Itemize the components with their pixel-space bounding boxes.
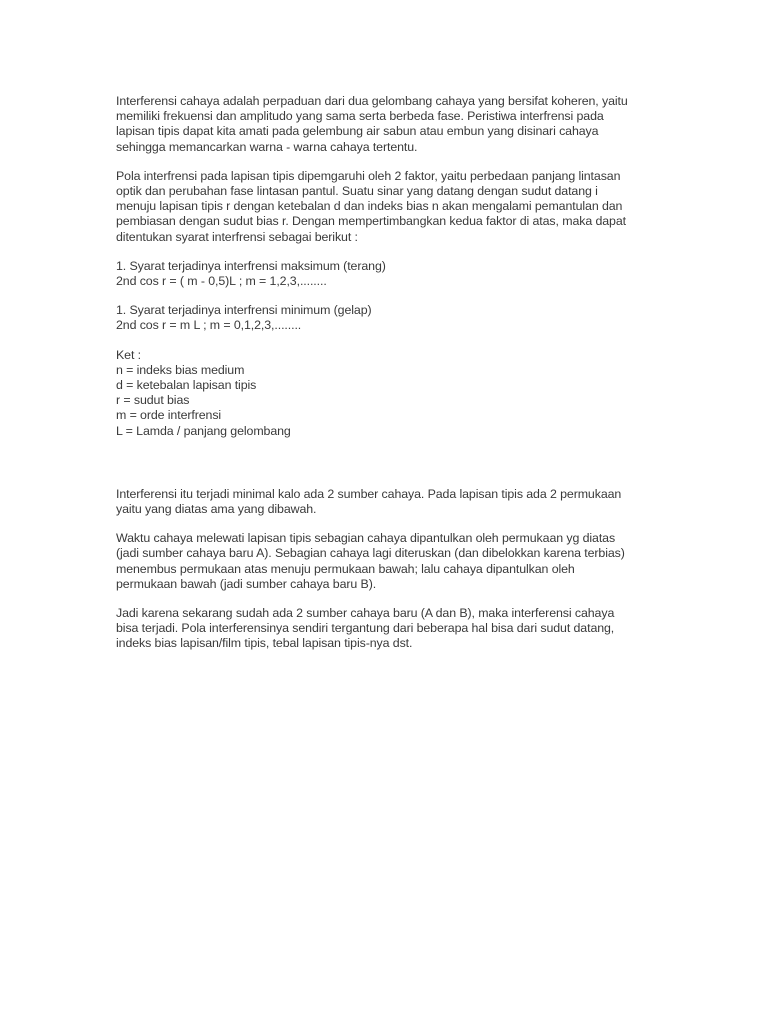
text-line: menembus permukaan atas menuju permukaan bawah; lalu cahaya dipantulkan oleh [116,561,575,576]
text-line: yaitu yang diatas ama yang dibawah. [116,502,317,517]
text-line: (jadi sumber cahaya baru A). Sebagian cahaya lagi diteruskan (dan dibelokkan karena terbias) [116,546,625,561]
formula-line: 2nd cos r = m L ; m = 0,1,2,3,........ [116,318,302,333]
text-line: memiliki frekuensi dan amplitudo yang sama serta berbeda fase. Peristiwa interfrensi pada [116,109,604,124]
text-line: lapisan tipis dapat kita amati pada gelembung air sabun atau embun yang disinari cahaya [116,124,599,139]
text-line: Interferensi itu terjadi minimal kalo ada 2 sumber cahaya. Pada lapisan tipis ada 2 permukaan [116,486,622,501]
text-line: menuju lapisan tipis r dengan ketebalan d dan indeks bias n akan mengalami pemantulan dan [116,199,623,214]
paragraph-reflection [116,531,676,592]
text-line: Waktu cahaya melewati lapisan tipis sebagian cahaya dipantulkan oleh permukaan yg diatas [116,531,616,546]
text-line: Jadi karena sekarang sudah ada 2 sumber cahaya baru (A dan B), maka interferensi cahaya [116,606,615,621]
text-line: sehingga memancarkan warna - warna cahaya tertentu. [116,139,418,154]
paragraph-two-sources [116,487,676,517]
text-line: m = orde interfrensi [116,408,222,423]
text-line: r = sudut bias [116,393,190,408]
text-line: d = ketebalan lapisan tipis [116,378,257,393]
text-line: optik dan perubahan fase lintasan pantul. Suatu sinar yang datang dengan sudut datang i [116,184,598,199]
text-line: 1. Syarat terjadinya interfrensi minimum (gelap) [116,303,372,318]
paragraph-conclusion [116,606,676,652]
text-line: permukaan bawah (jadi sumber cahaya baru B). [116,576,377,591]
paragraph-min-condition [116,303,676,333]
text-line: Pola interfrensi pada lapisan tipis dipemgaruhi oleh 2 faktor, yaitu perbedaan panjang lintasan [116,168,621,183]
text-line: bisa terjadi. Pola interferensinya sendiri tergantung dari beberapa hal bisa dari sudut datang, [116,621,615,636]
paragraph-legend [116,348,676,439]
text-line: Ket : [116,347,141,362]
formula-line: 2nd cos r = ( m - 0,5)L ; m = 1,2,3,........ [116,274,327,289]
paragraph-thin-film-factors [116,169,676,245]
text-line: indeks bias lapisan/film tipis, tebal lapisan tipis-nya dst. [116,636,413,651]
text-line: pembiasan dengan sudut bias r. Dengan mempertimbangkan kedua faktor di atas, maka dapat [116,214,626,229]
document-body [116,94,676,652]
text-line: Interferensi cahaya adalah perpaduan dari dua gelombang cahaya yang bersifat koheren, yaitu [116,94,628,108]
text-line: n = indeks bias medium [116,362,245,377]
paragraph-interference-definition [116,94,676,155]
text-line: ditentukan syarat interfrensi sebagai berikut : [116,229,358,244]
text-line: 1. Syarat terjadinya interfrensi maksimum (terang) [116,258,386,273]
paragraph-max-condition [116,259,676,289]
text-line: L = Lamda / panjang gelombang [116,423,291,438]
